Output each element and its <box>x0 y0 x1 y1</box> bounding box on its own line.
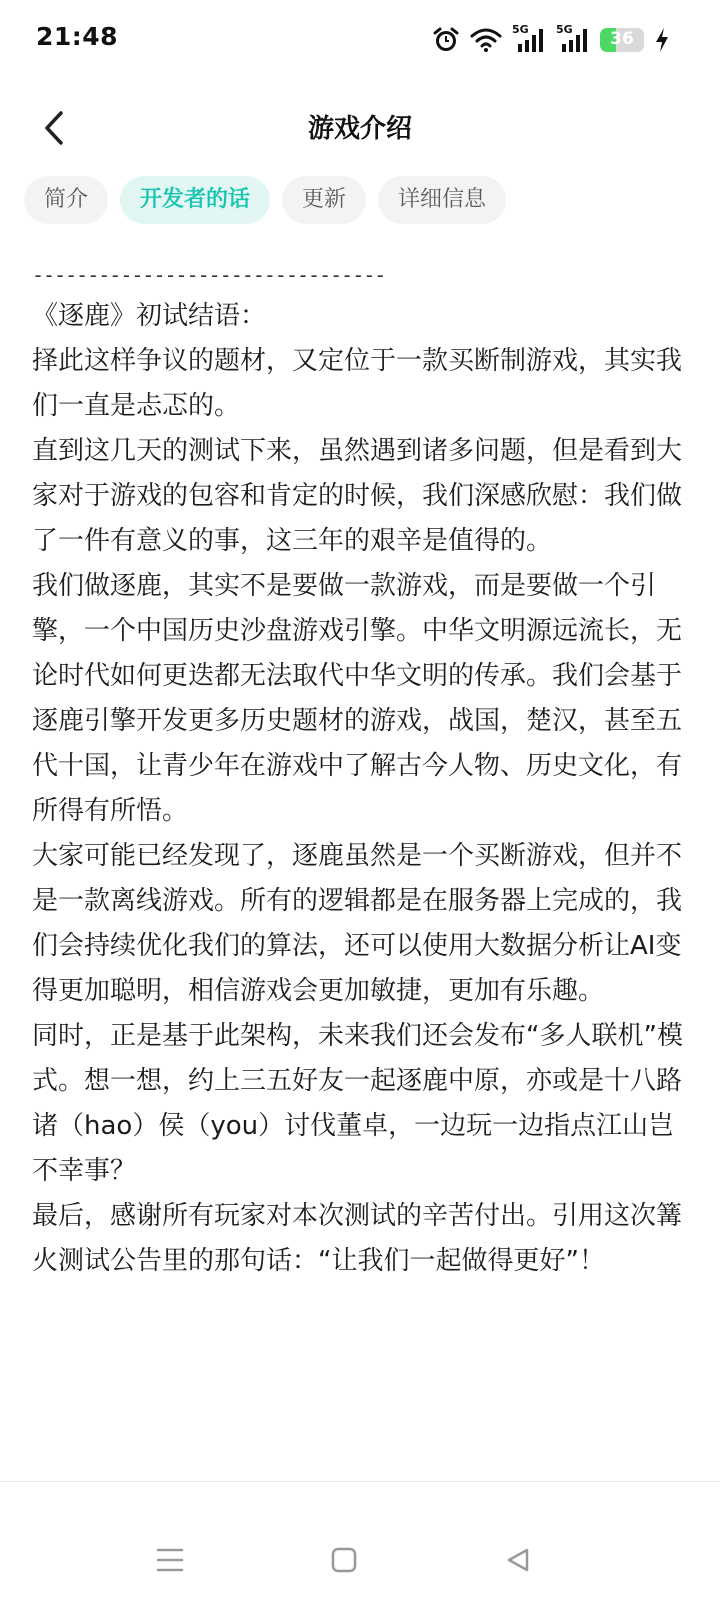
paragraph: 直到这几天的测试下来，虽然遇到诸多问题，但是看到大家对于游戏的包容和肯定的时候，我们深感欣慰：我们做了一件有意义的事，这三年的艰辛是值得的。 <box>32 436 683 556</box>
battery-level: 36 <box>610 29 634 49</box>
developer-notes-content <box>32 256 686 1284</box>
text-divider: -------------------------------- <box>32 263 386 287</box>
menu-icon <box>156 1547 184 1573</box>
back-triangle-icon <box>504 1546 532 1574</box>
tab-bar <box>24 176 506 224</box>
title-bar <box>0 80 720 180</box>
tab-intro[interactable]: 简介 <box>24 176 108 224</box>
wifi-icon <box>470 27 502 53</box>
recents-button[interactable] <box>140 1530 200 1590</box>
nav-divider <box>0 1481 720 1482</box>
tab-developer-notes[interactable]: 开发者的话 <box>120 176 270 224</box>
charging-icon <box>654 27 670 53</box>
paragraph: 最后，感谢所有玩家对本次测试的辛苦付出。引用这次篝火测试公告里的那句话：“让我们一起做得更好”！ <box>32 1201 683 1276</box>
signal-label: 5G <box>556 23 573 36</box>
page-title: 游戏介绍 <box>307 114 412 144</box>
status-time: 21:48 <box>36 22 119 51</box>
system-nav-bar <box>0 1530 720 1590</box>
home-icon <box>330 1546 358 1574</box>
nav-back-button[interactable] <box>488 1530 548 1590</box>
signal-label: 5G <box>512 23 529 36</box>
paragraph: 同时，正是基于此架构，未来我们还会发布“多人联机”模式。想一想，约上三五好友一起逐鹿中原，亦或是十八路诸（hao）侯（you）讨伐董卓，一边玩一边指点江山岂不幸事？ <box>32 1021 683 1186</box>
signal-5g-icon <box>512 23 546 54</box>
tab-updates[interactable]: 更新 <box>282 176 366 224</box>
paragraph: 我们做逐鹿，其实不是要做一款游戏，而是要做一个引擎，一个中国历史沙盘游戏引擎。中华文明源远流长，无论时代如何更迭都无法取代中华文明的传承。我们会基于逐鹿引擎开发更多历史题材的游戏，战国，楚汉，甚至五代十国，让青少年在游戏中了解古今人物、历史文化，有所得有所悟。 <box>32 571 683 826</box>
status-icons <box>432 20 670 60</box>
status-bar <box>0 0 720 80</box>
paragraph: 《逐鹿》初试结语： <box>32 301 267 331</box>
battery-icon <box>600 28 644 52</box>
signal-5g-icon <box>556 23 590 54</box>
paragraph: 择此这样争议的题材，又定位于一款买断制游戏，其实我们一直是忐忑的。 <box>32 346 683 421</box>
paragraph: 大家可能已经发现了，逐鹿虽然是一个买断游戏，但并不是一款离线游戏。所有的逻辑都是在服务器上完成的，我们会持续优化我们的算法，还可以使用大数据分析让AI变得更加聪明，相信游戏会更加敏捷，更加有乐趣。 <box>32 841 683 1006</box>
alarm-icon <box>432 26 460 54</box>
home-button[interactable] <box>314 1530 374 1590</box>
tab-details[interactable]: 详细信息 <box>378 176 506 224</box>
